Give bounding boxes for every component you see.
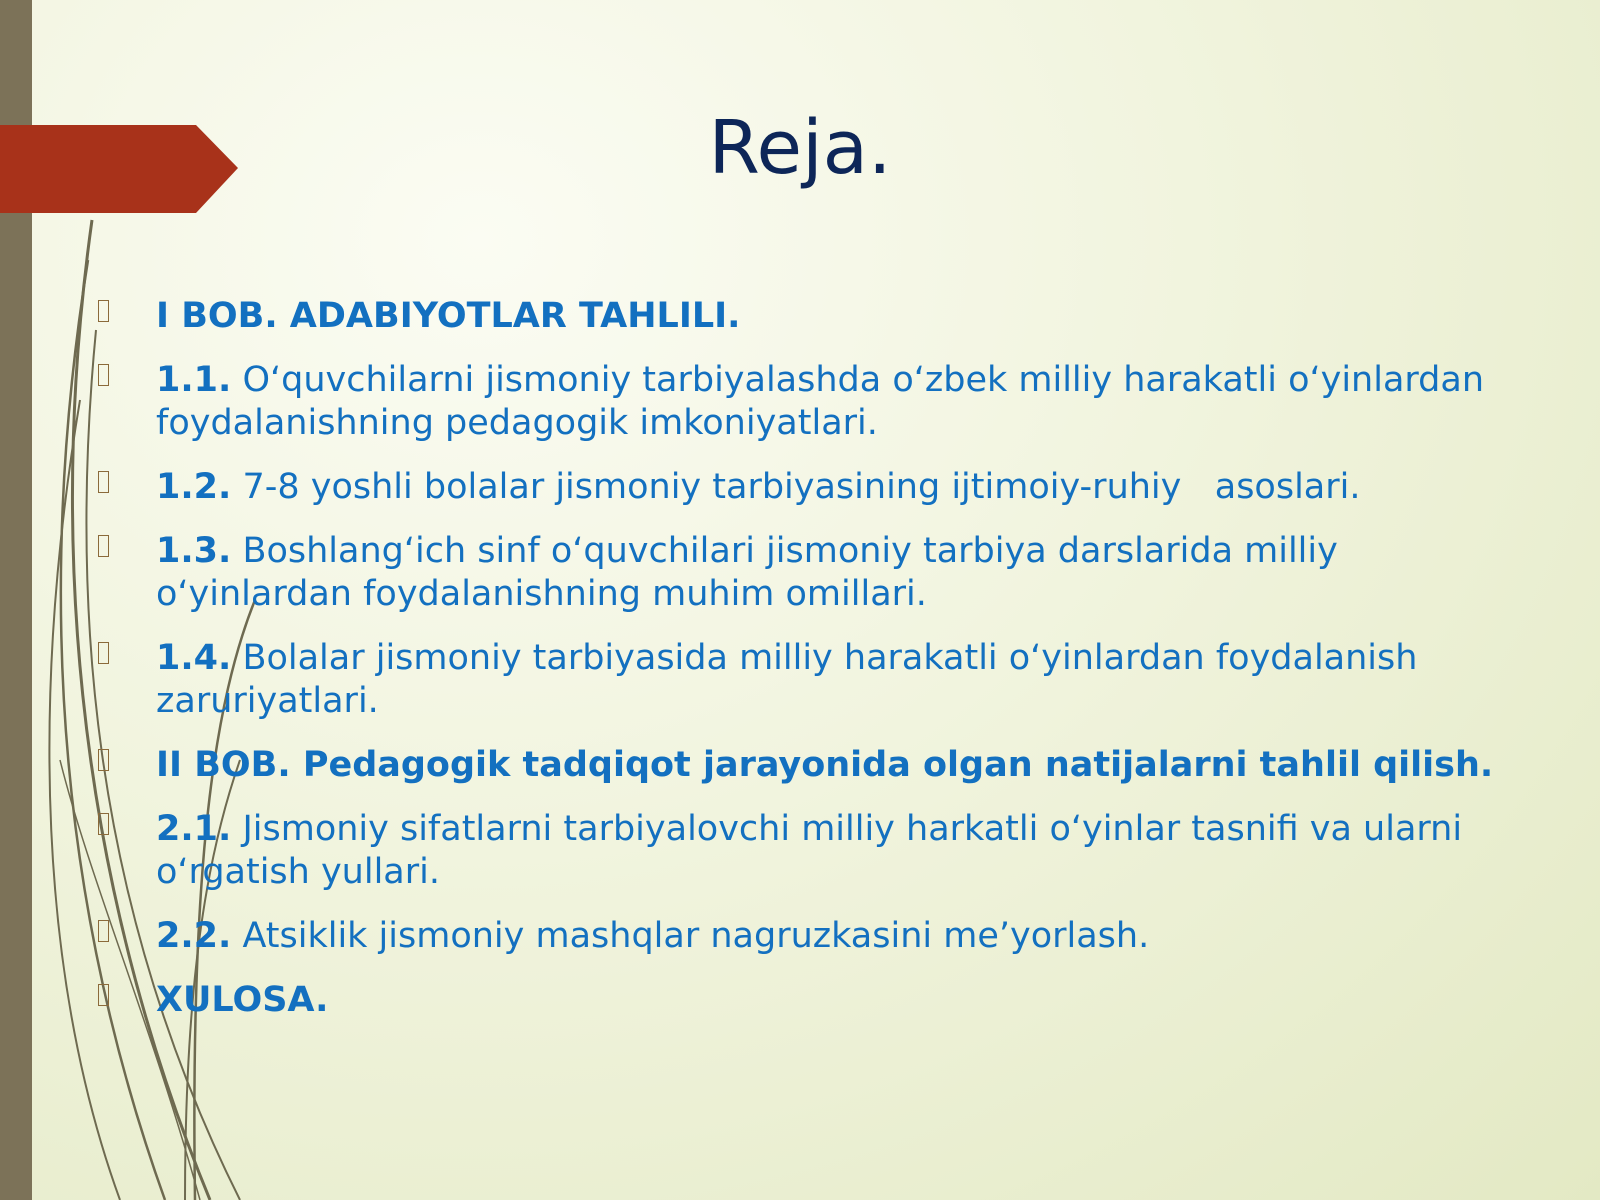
plan-item-1-1: [90, 359, 1510, 445]
plan-item-conclusion: [90, 979, 1510, 1022]
item-text: XULOSA.: [156, 980, 329, 1020]
item-text: 7-8 yoshli bolalar jismoniy tarbiyasining ijtimoiy-ruhiy asoslari.: [231, 467, 1361, 507]
item-number: 1.1.: [156, 360, 232, 400]
item-text: I BOB. ADABIYOTLAR TAHLILI.: [156, 296, 741, 336]
plan-item-chapter-1: [90, 295, 1510, 338]
plan-item-1-3: [90, 530, 1510, 616]
arrow-icon: [0, 0, 260, 260]
plan-item-2-1: [90, 808, 1510, 894]
bullet-icon: [98, 364, 109, 386]
item-text: O‘quvchilarni jismoniy tarbiyalashda o‘zbek milliy harakatli o‘yinlardan foydalanishning pedagogik imkoniyatlari.: [156, 360, 1485, 443]
bullet-icon: [98, 642, 109, 664]
item-text: Boshlang‘ich sinf o‘quvchilari jismoniy tarbiya darslarida milliy o‘yinlardan foydalanishning muhim omillari.: [156, 531, 1338, 614]
item-number: 1.3.: [156, 531, 232, 571]
plan-item-1-4: [90, 637, 1510, 723]
item-text: Bolalar jismoniy tarbiyasida milliy harakatli o‘yinlardan foydalanish zaruriyatlari.: [156, 638, 1418, 721]
plan-item-1-2: [90, 466, 1510, 509]
item-number: 1.4.: [156, 638, 232, 678]
slide-title: Reja.: [708, 105, 892, 191]
plan-item-2-2: [90, 915, 1510, 958]
item-text: II BOB. Pedagogik tadqiqot jarayonida olgan natijalarni tahlil qilish.: [156, 745, 1494, 785]
bullet-icon: [98, 749, 109, 771]
bullet-icon: [98, 471, 109, 493]
item-text: Atsiklik jismoniy mashqlar nagruzkasini me’yorlash.: [231, 916, 1150, 956]
plan-item-chapter-2: [90, 744, 1510, 787]
item-number: 1.2.: [156, 467, 232, 507]
item-text: Jismoniy sifatlarni tarbiyalovchi milliy harkatli o‘yinlar tasnifi va ularni o‘rgatish yullari.: [156, 809, 1463, 892]
item-number: 2.2.: [156, 916, 232, 956]
bullet-icon: [98, 920, 109, 942]
bullet-icon: [98, 535, 109, 557]
item-number: 2.1.: [156, 809, 232, 849]
bullet-icon: [98, 300, 109, 322]
plan-list: [90, 295, 1510, 1043]
bullet-icon: [98, 984, 109, 1006]
bullet-icon: [98, 813, 109, 835]
